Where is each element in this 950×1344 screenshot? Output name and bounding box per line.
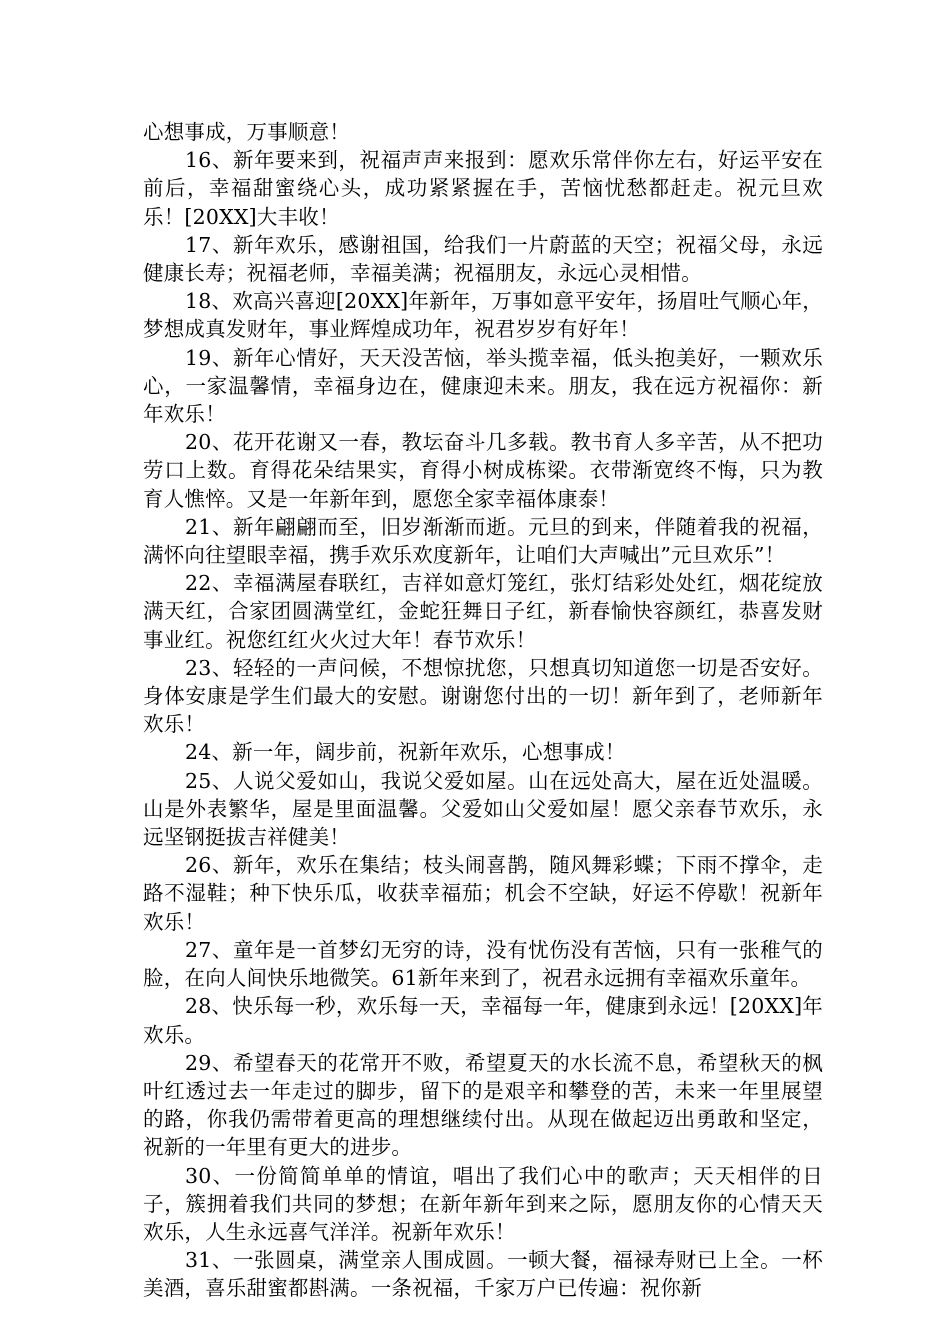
paragraph-continuation: 心想事成，万事顺意！	[143, 120, 350, 144]
paragraph-29: 29、希望春天的花常开不败，希望夏天的水长流不息，希望秋天的枫叶红透过去一年走过的脚步，留下的是艰辛和攀登的苦，未来一年里展望的路，你我仍需带着更高的理想继续付出。从现在做起迈出勇敢和坚定，祝新的一年里有更大的进步。	[143, 1050, 823, 1160]
paragraph-30: 30、一份简简单单的情谊，唱出了我们心中的歌声；天天相伴的日子，簇拥着我们共同的梦想；在新年新年到来之际，愿朋友你的心情天天欢乐，人生永远喜气洋洋。祝新年欢乐！	[143, 1163, 823, 1244]
paragraph-21: 21、新年翩翩而至，旧岁渐渐而逝。元旦的到来，伴随着我的祝福，满怀向往望眼幸福，携手欢乐欢度新年，让咱们大声喊出”元旦欢乐”！	[143, 514, 823, 568]
paragraph-28: 28、快乐每一秒，欢乐每一天，幸福每一年，健康到永远！[20XX]年欢乐。	[143, 994, 823, 1047]
paragraph-17: 17、新年欢乐，感谢祖国，给我们一片蔚蓝的天空；祝福父母，永远健康长寿；祝福老师，幸福美满；祝福朋友，永远心灵相惜。	[143, 232, 823, 286]
paragraph-18: 18、欢高兴喜迎[20XX]年新年，万事如意平安年，扬眉吐气顺心年，梦想成真发财年，事业辉煌成功年，祝君岁岁有好年！	[143, 289, 823, 342]
paragraph-23: 23、轻轻的一声问候，不想惊扰您，只想真切知道您一切是否安好。身体安康是学生们最大的安慰。谢谢您付出的一切！新年到了，老师新年欢乐！	[143, 655, 823, 737]
paragraph-27: 27、童年是一首梦幻无穷的诗，没有忧伤没有苦恼，只有一张稚气的脸，在向人间快乐地微笑。61新年来到了，祝君永远拥有幸福欢乐童年。	[143, 937, 823, 991]
paragraph-24: 24、新一年，阔步前，祝新年欢乐，心想事成！	[185, 740, 626, 765]
paragraph-19: 19、新年心情好，天天没苦恼，举头揽幸福，低头抱美好，一颗欢乐心，一家温馨情，幸福身边在，健康迎未来。朋友，我在远方祝福你：新年欢乐！	[143, 345, 823, 427]
paragraph-31: 31、一张圆桌，满堂亲人围成圆。一顿大餐，福禄寿财已上全。一杯美酒，喜乐甜蜜都斟满。一条祝福，千家万户已传遍：祝你新	[143, 1248, 823, 1301]
paragraph-26: 26、新年，欢乐在集结；枝头闹喜鹊，随风舞彩蝶；下雨不撑伞，走路不湿鞋；种下快乐瓜，收获幸福茄；机会不空缺，好运不停歇！祝新年欢乐！	[143, 853, 823, 934]
paragraph-25: 25、人说父爱如山，我说父爱如屋。山在远处高大，屋在近处温暖。山是外表繁华，屋是里面温馨。父爱如山父爱如屋！愿父亲春节欢乐，永远坚钢挺拔吉祥健美！	[143, 768, 823, 850]
document-body	[143, 118, 823, 1303]
paragraph-22: 22、幸福满屋春联红，吉祥如意灯笼红，张灯结彩处处红，烟花绽放满天红，合家团圆满堂红，金蛇狂舞日子红，新春愉快容颜红，恭喜发财事业红。祝您红红火火过大年！春节欢乐！	[143, 571, 823, 652]
paragraph-20: 20、花开花谢又一春，教坛奋斗几多载。教书育人多辛苦，从不把功劳口上数。育得花朵结果实，育得小树成栋梁。衣带渐宽终不悔，只为教育人憔悴。又是一年新年到，愿您全家幸福体康泰！	[143, 430, 823, 511]
paragraph-16: 16、新年要来到，祝福声声来报到：愿欢乐常伴你左右，好运平安在前后，幸福甜蜜绕心头，成功紧紧握在手，苦恼忧愁都赶走。祝元旦欢乐！[20XX]大丰收！	[143, 148, 823, 229]
